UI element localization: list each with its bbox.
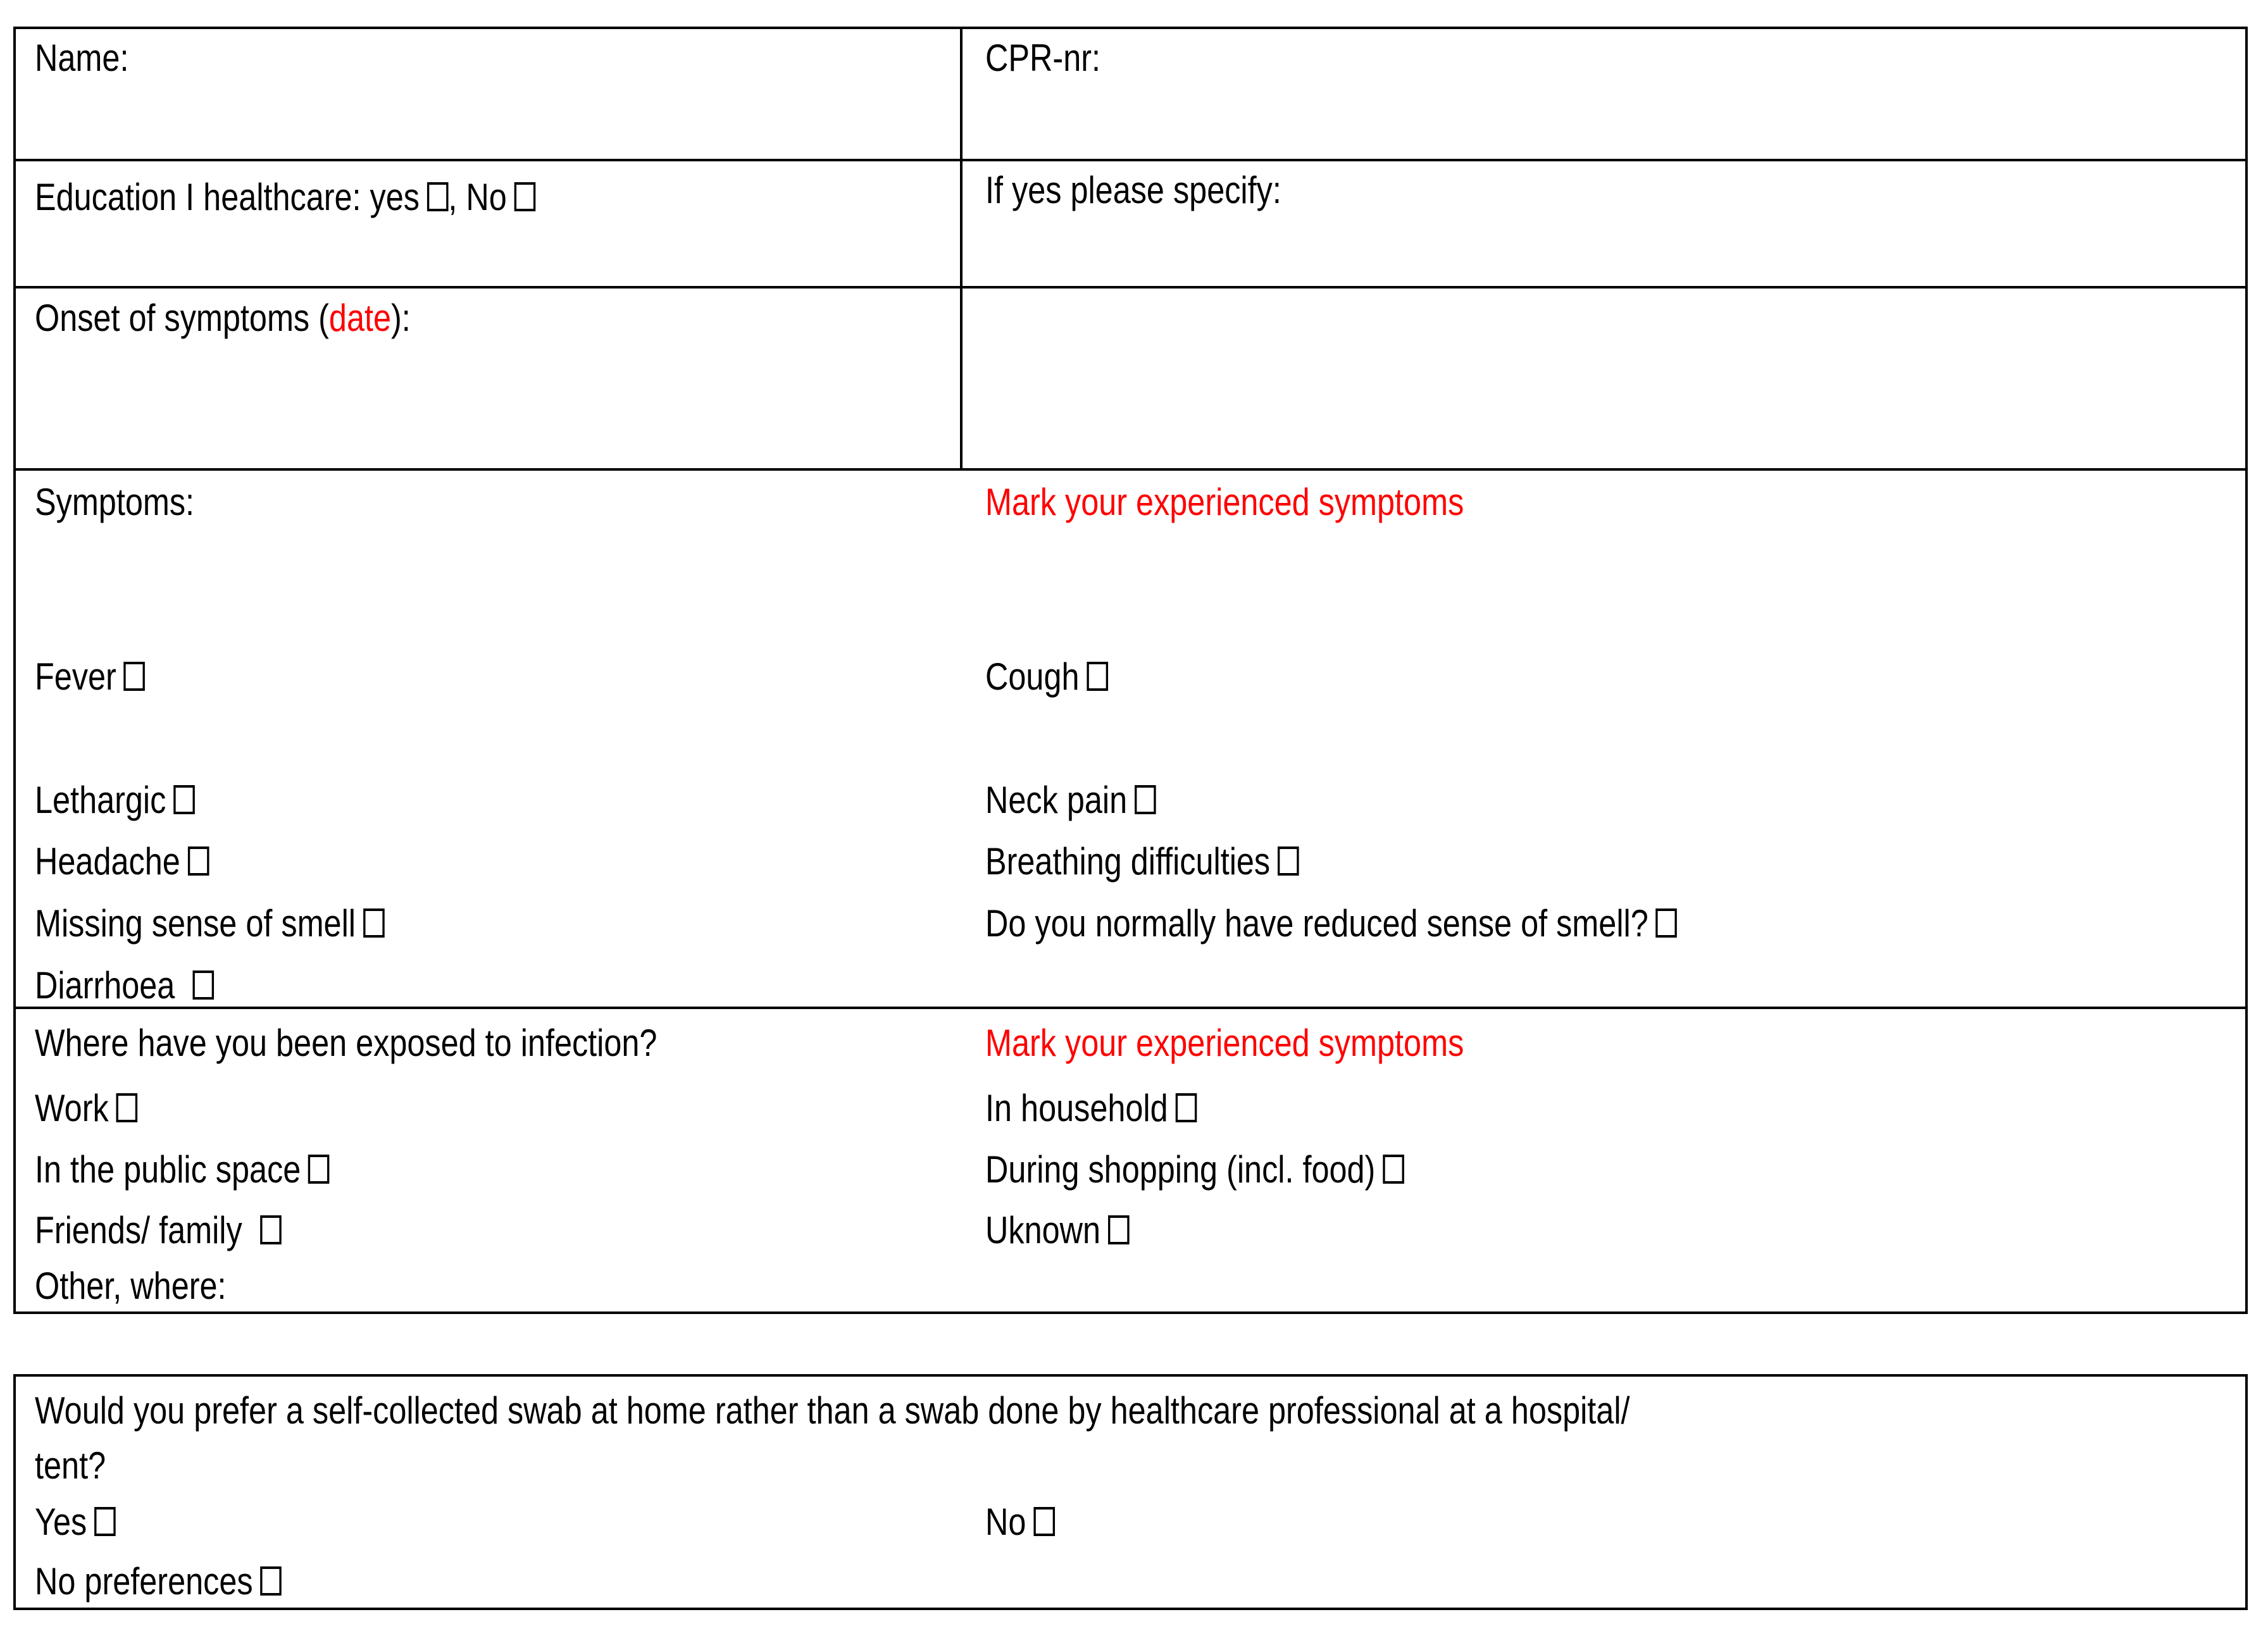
exposure-label: In the public space (35, 1148, 301, 1191)
symptom-lethargic (35, 781, 195, 819)
household-checkbox[interactable] (1175, 1093, 1197, 1122)
education-yes-checkbox[interactable] (427, 182, 449, 211)
symptom-label: Headache (35, 840, 180, 883)
swab-option-label: No (985, 1501, 1026, 1543)
exposure-label: In household (985, 1087, 1168, 1129)
exposure-work (35, 1089, 137, 1127)
exposure-label: Work (35, 1087, 109, 1129)
exposure-heading: Where have you been exposed to infection? (35, 1022, 657, 1064)
symptom-label: Neck pain (985, 779, 1128, 821)
symptom-cough (985, 655, 1108, 698)
breathing-difficulties-checkbox[interactable] (1278, 846, 1299, 876)
work-checkbox[interactable] (116, 1093, 137, 1122)
exposure-label: Uknown (985, 1209, 1101, 1251)
specify-label: If yes please specify: (985, 169, 1281, 211)
friends-family-checkbox[interactable] (260, 1215, 282, 1244)
symptom-reduced-smell (985, 902, 1677, 945)
swab-no-checkbox[interactable] (1033, 1507, 1055, 1536)
exposure-friends-family (35, 1209, 282, 1251)
public-space-checkbox[interactable] (308, 1155, 330, 1184)
diarrhoea-checkbox[interactable] (193, 970, 215, 1000)
row-divider (13, 1007, 2248, 1009)
onset-label-suffix: ): (391, 297, 411, 339)
exposure-other-field[interactable] (304, 1262, 956, 1310)
symptoms-heading: Symptoms: (35, 481, 195, 523)
exposure-other-label: Other, where: (35, 1265, 227, 1307)
swab-option-yes (35, 1503, 116, 1541)
education-no-checkbox[interactable] (514, 182, 536, 211)
headache-checkbox[interactable] (188, 846, 209, 876)
swab-option-label: No preferences (35, 1560, 253, 1603)
onset-label (35, 299, 411, 337)
missing-smell-checkbox[interactable] (363, 908, 385, 938)
symptom-diarrhoea (35, 964, 214, 1007)
name-field[interactable] (16, 29, 960, 159)
neck-pain-checkbox[interactable] (1135, 785, 1156, 814)
swab-yes-checkbox[interactable] (94, 1507, 116, 1536)
lethargic-checkbox[interactable] (173, 785, 195, 814)
row-divider (13, 468, 2248, 471)
onset-right-cell (963, 288, 2245, 468)
exposure-label: During shopping (incl. food) (985, 1148, 1376, 1191)
symptom-missing-smell (35, 902, 384, 945)
symptom-label: Cough (985, 655, 1080, 698)
symptoms-instruction: Mark your experienced symptoms (985, 481, 1464, 523)
onset-date-hint: date (328, 297, 392, 339)
exposure-public-space (35, 1148, 330, 1191)
symptom-neck-pain (985, 781, 1156, 819)
onset-label-text: Onset of symptoms ( (35, 297, 329, 339)
symptom-headache (35, 840, 209, 883)
symptom-fever (35, 655, 145, 698)
exposure-unknown (985, 1209, 1129, 1251)
symptom-label: Diarrhoea (35, 964, 175, 1007)
symptom-label: Do you normally have reduced sense of smell? (985, 902, 1648, 945)
cough-checkbox[interactable] (1087, 662, 1108, 691)
shopping-checkbox[interactable] (1383, 1155, 1404, 1184)
symptom-label: Missing sense of smell (35, 902, 356, 945)
swab-option-no (985, 1503, 1055, 1541)
education-label: Education I healthcare: yes (35, 176, 420, 218)
swab-option-no-preference (35, 1560, 282, 1603)
swab-option-label: Yes (35, 1501, 87, 1543)
symptom-label: Fever (35, 655, 116, 698)
education-no-label: , No (448, 176, 507, 218)
exposure-household (985, 1089, 1197, 1127)
unknown-checkbox[interactable] (1108, 1215, 1130, 1244)
exposure-shopping (985, 1148, 1404, 1191)
education-question (35, 178, 535, 216)
swab-question-line1: Would you prefer a self-collected swab at home rather than a swab done by healthcare professional at a hospital/ (35, 1389, 1630, 1432)
fever-checkbox[interactable] (124, 662, 146, 691)
swab-question-line2: tent? (35, 1444, 106, 1487)
exposure-label: Friends/ family (35, 1209, 242, 1251)
cpr-field[interactable] (963, 29, 2245, 159)
exposure-instruction: Mark your experienced symptoms (985, 1022, 1464, 1064)
symptom-label: Lethargic (35, 779, 166, 821)
name-label: Name: (35, 37, 129, 79)
symptom-breathing (985, 840, 1299, 883)
symptom-label: Breathing difficulties (985, 840, 1271, 883)
reduced-smell-checkbox[interactable] (1656, 908, 1678, 938)
swab-no-preference-checkbox[interactable] (260, 1566, 282, 1596)
cpr-label: CPR-nr: (985, 37, 1101, 79)
